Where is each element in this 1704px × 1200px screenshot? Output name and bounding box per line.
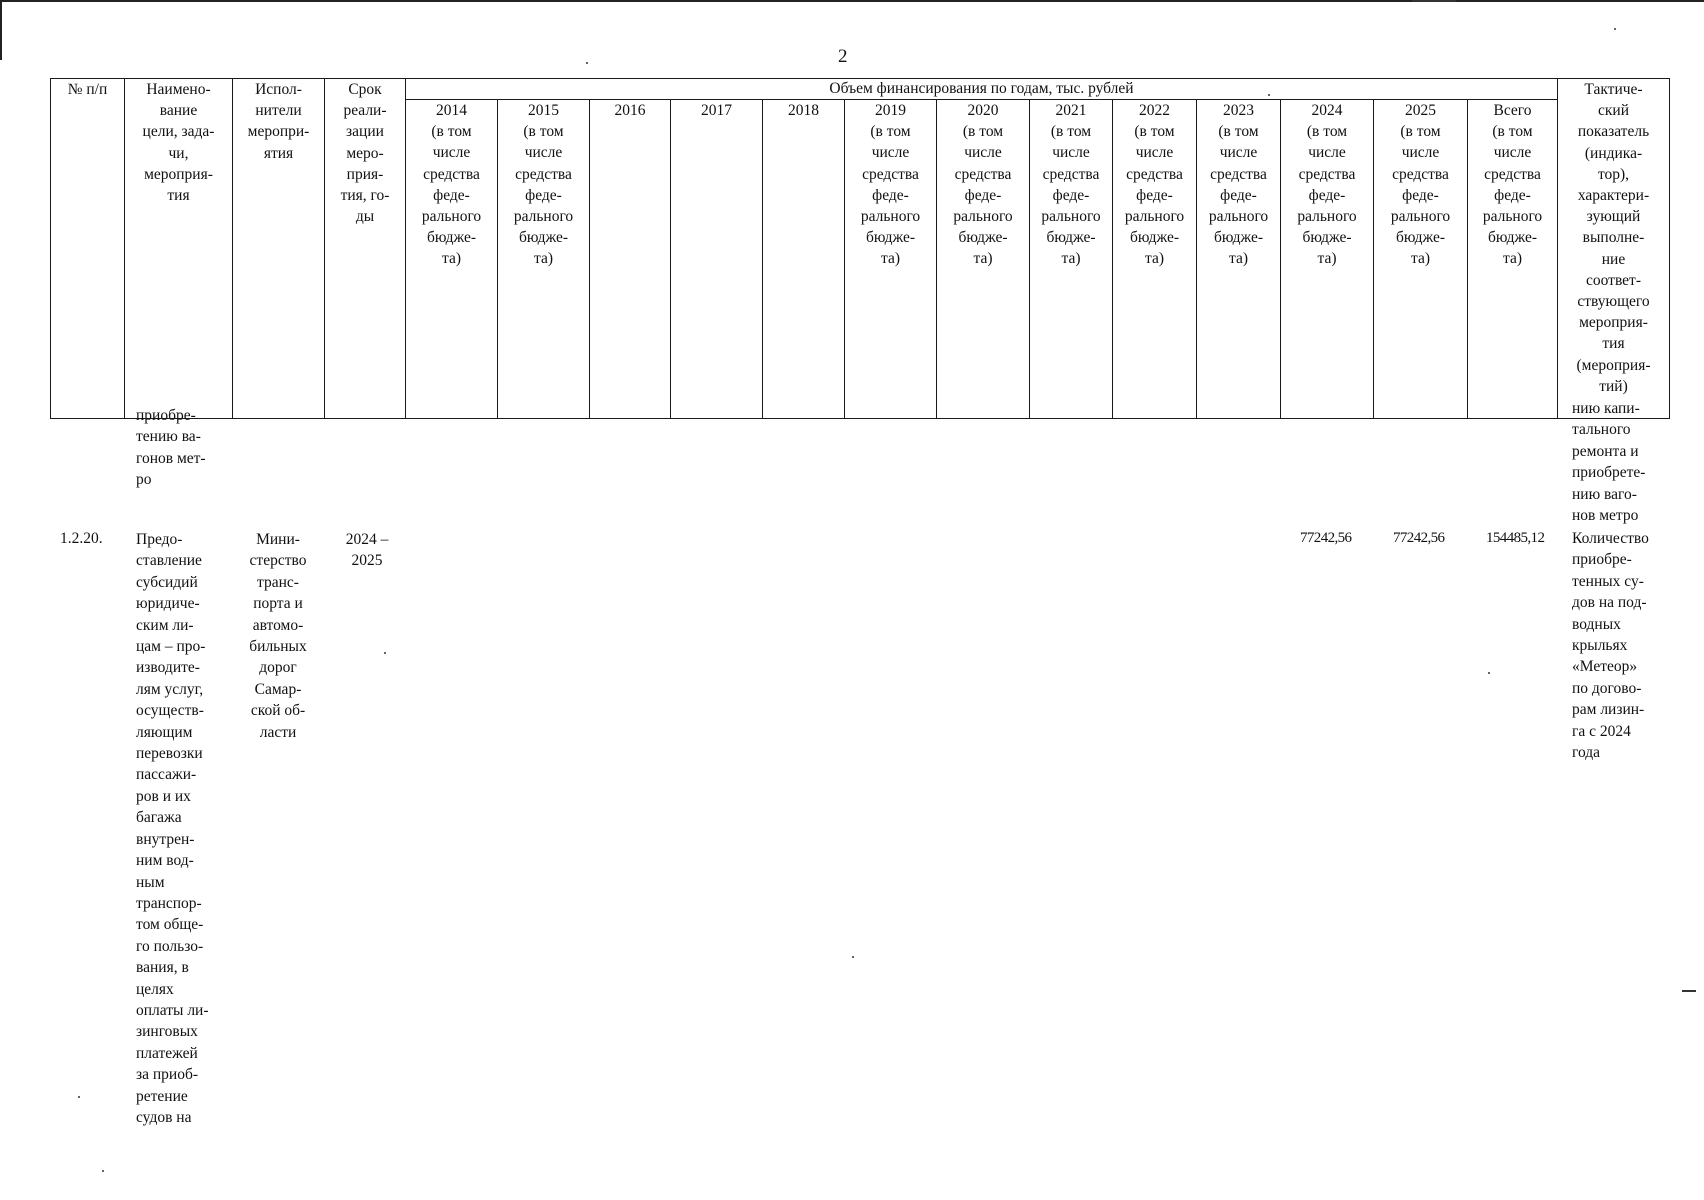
continuation-indicator: нию капи- тального ремонта и приобрете- нию ваго- нов метро [1572, 400, 1646, 525]
header-total: Всего (в том числе средства феде- рального бюдже- та) [1468, 100, 1558, 419]
scan-speck [1488, 672, 1490, 674]
continuation-name: приобре- тению ва- гонов мет- ро [136, 407, 206, 489]
header-year-2023: 2023 (в том числе средства феде- рального бюдже- та) [1197, 100, 1281, 419]
header-year-2025: 2025 (в том числе средства феде- рального бюдже- та) [1374, 100, 1468, 419]
header-col-name: Наимено- вание цели, зада- чи, мероприя- тия [125, 79, 233, 419]
page-left-edge [0, 0, 2, 60]
header-col-indicator: Тактиче- ский показатель (индика- тор), характери- зующий выполне- ние соответ- ствующего мероприя- тия (мероприя- тий) [1558, 79, 1670, 419]
row-amount-total: 154485,12 [1486, 530, 1545, 546]
row-number: 1.2.20. [60, 530, 103, 547]
row-term: 2024 – 2025 [345, 531, 389, 570]
header-year-2014: 2014 (в том числе средства феде- рального бюдже- та) [406, 100, 498, 419]
row-name: Предо- ставление субсидий юридиче- ским ли- цам – про- изводите- лям услуг, осуществ- ляющим перевозки пассажи- ров и их багажа внутрен- ним вод- ным транспор- том обще- го пользо- вания, в целях оплаты ли- зинговых платежей за приоб- ретение судов на [136, 531, 209, 1126]
header-year-2018: 2018 [763, 100, 845, 419]
header-year-2021: 2021 (в том числе средства феде- рального бюдже- та) [1030, 100, 1113, 419]
scan-speck [852, 956, 854, 958]
scan-speck [384, 652, 386, 654]
scan-mark [1682, 990, 1696, 992]
scan-speck [1268, 94, 1270, 96]
header-year-2017: 2017 [671, 100, 763, 419]
row-amount-2024: 77242,56 [1300, 530, 1352, 546]
scan-mark [1412, 0, 1456, 2]
header-table [50, 78, 1670, 419]
header-year-2020: 2020 (в том числе средства феде- рального бюдже- та) [937, 100, 1030, 419]
header-col-executor: Испол- нители меропри- ятия [233, 79, 325, 419]
header-year-2019: 2019 (в том числе средства феде- рального бюдже- та) [845, 100, 937, 419]
page-number: 2 [838, 46, 848, 67]
header-year-2022: 2022 (в том числе средства феде- рального бюдже- та) [1113, 100, 1197, 419]
scan-speck [102, 1170, 104, 1172]
row-amount-2025: 77242,56 [1393, 530, 1445, 546]
header-year-2015: 2015 (в том числе средства феде- рального бюдже- та) [498, 100, 590, 419]
header-year-2016: 2016 [590, 100, 671, 419]
row-indicator: Количество приобре- тенных су- дов на под- водных крыльях «Метеор» по догово- рам лизин- га с 2024 года [1572, 530, 1649, 762]
scan-speck [78, 1096, 80, 1098]
scan-speck [586, 62, 588, 64]
scan-speck [1614, 28, 1616, 30]
header-col-number: № п/п [51, 79, 125, 419]
header-year-2024: 2024 (в том числе средства феде- рального бюдже- та) [1281, 100, 1374, 419]
header-financing-group: Объем финансирования по годам, тыс. рублей [406, 79, 1558, 100]
row-executor: Мини- стерство транс- порта и автомо- бильных дорог Самар- ской об- ласти [249, 531, 307, 741]
header-col-term: Срок реали- зации меро- прия- тия, го- ды [325, 79, 406, 419]
